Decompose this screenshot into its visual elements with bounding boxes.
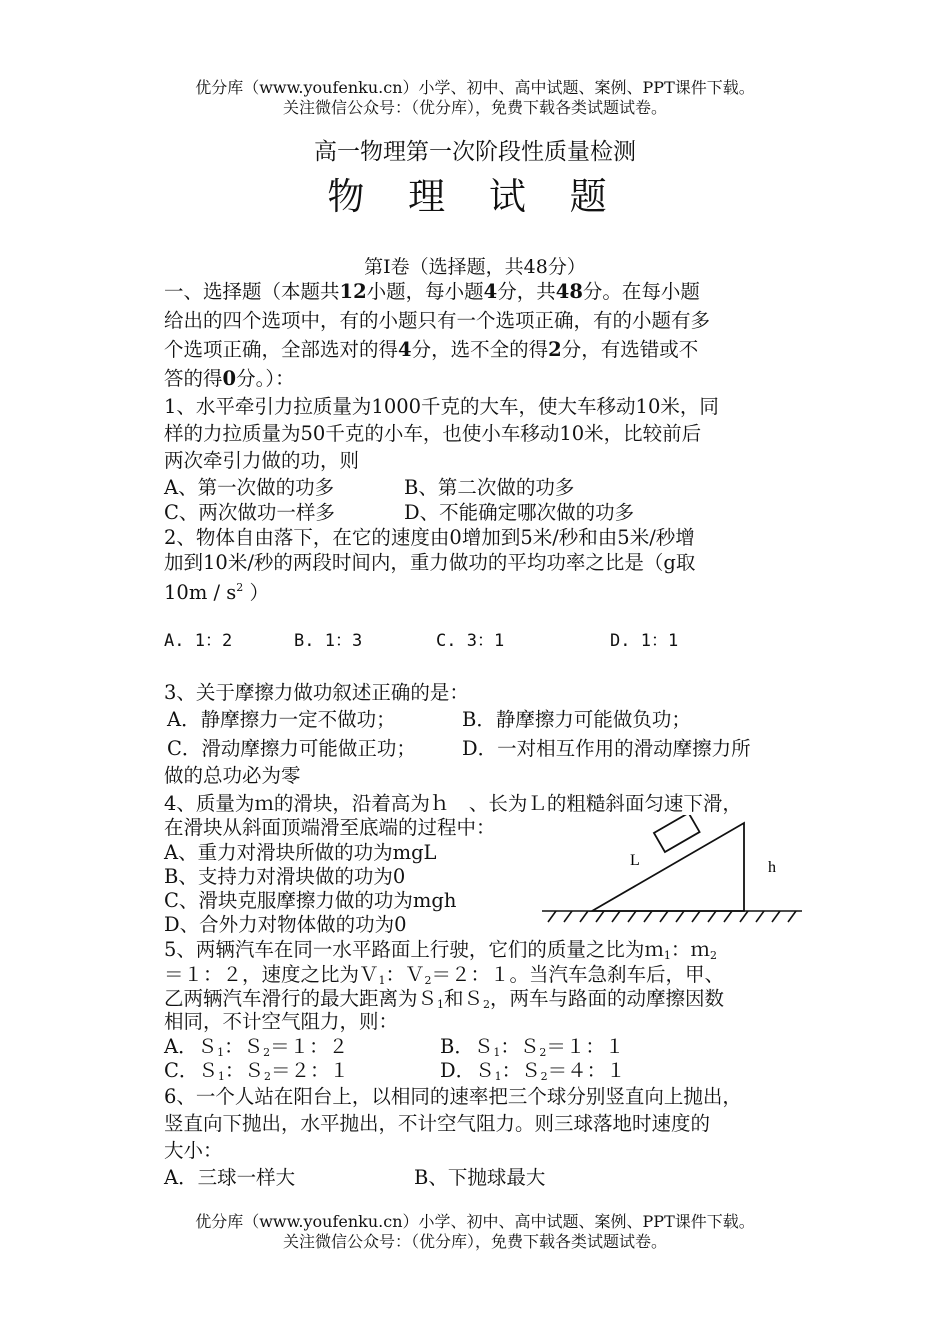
q2-option-d: D. 1：1: [610, 631, 679, 651]
q4-option-a: A、重力对滑块所做的功为mgL: [164, 841, 437, 864]
instructions-line-3: 个选项正确，全部选对的得4分，选不全的得2分，有选错或不: [164, 338, 699, 361]
q5-stem-line-4: 相同，不计空气阻力，则：: [164, 1010, 399, 1033]
q1-stem-line-1: 1、水平牵引力拉质量为1000千克的大车，使大车移动10米，同: [164, 395, 719, 418]
label-h: h: [768, 859, 776, 876]
incline-diagram: [538, 815, 804, 930]
q6-option-b: B、下抛球最大: [414, 1166, 546, 1189]
exam-subtitle: 高一物理第一次阶段性质量检测: [314, 139, 636, 165]
q5-option-a: A．Ｓ$_1$：Ｓ$_2$＝１：２: [164, 1035, 349, 1059]
q6-option-a: A．三球一样大: [164, 1166, 296, 1189]
q2-option-a: A. 1：2: [164, 631, 233, 651]
q5-stem-line-1: 5、两辆汽车在同一水平路面上行驶，它们的质量之比为ｍ$_1$：ｍ$_2$: [164, 938, 717, 962]
q6-stem-line-3: 大小：: [164, 1139, 223, 1162]
q4-stem-line-1: 4、质量为ｍ的滑块，沿着高为ｈ 、长为Ｌ的粗糙斜面匀速下滑，: [164, 792, 742, 815]
label-L: L: [630, 852, 640, 869]
q1-stem-line-3: 两次牵引力做的功，则: [164, 449, 360, 472]
q1-option-d: D、不能确定哪次做的功多: [404, 501, 635, 524]
exam-title: 物 理 试 题: [327, 175, 623, 218]
q1-stem-line-2: 样的力拉质量为50千克的小车，也使小车移动10米，比较前后: [164, 422, 702, 445]
q4-option-b: B、支持力对滑块做的功为0: [164, 865, 406, 888]
q2-stem-line-1: 2、物体自由落下，在它的速度由0增加到5米/秒和由5米/秒增: [164, 526, 695, 549]
q3-option-d-cont: 做的总功必为零: [164, 764, 301, 787]
footer-line-2: 关注微信公众号：（优分库），免费下载各类试题试卷。: [282, 1232, 667, 1251]
q4-stem-line-2: 在滑块从斜面顶端滑至底端的过程中：: [164, 816, 496, 839]
q1-option-b: B、第二次做的功多: [404, 476, 575, 499]
slider-block: [654, 815, 700, 852]
instructions-line-1: 一、选择题（本题共12小题，每小题4分，共48分。在每小题: [164, 280, 700, 303]
q3-option-d: D．一对相互作用的滑动摩擦力所: [462, 737, 751, 760]
q3-stem: 3、关于摩擦力做功叙述正确的是：: [164, 681, 469, 704]
q2-stem-line-3: $10m / s^2$ ）: [164, 581, 269, 604]
q2-option-b: B. 1：3: [294, 631, 363, 651]
section-title: 第Ⅰ卷（选择题，共48分）: [364, 256, 586, 278]
q5-option-c: C．Ｓ$_1$：Ｓ$_2$＝２：１: [164, 1059, 349, 1083]
instructions-line-4: 答的得0分。）：: [164, 367, 295, 390]
instructions-line-2: 给出的四个选项中，有的小题只有一个选项正确，有的小题有多: [164, 309, 711, 332]
q2-option-c: C. 3：1: [436, 631, 505, 651]
q1-option-a: A、第一次做的功多: [164, 476, 335, 499]
q3-option-b: B．静摩擦力可能做负功；: [462, 708, 691, 731]
q4-option-c: C、滑块克服摩擦力做的功为mgh: [164, 889, 457, 912]
q5-stem-line-2: ＝１：２，速度之比为Ｖ$_1$：Ｖ$_2$＝２：１。当汽车急刹车后，甲、: [164, 963, 725, 987]
header-line-1: 优分库（www.youfenku.cn）小学、初中、高中试题、案例、PPT课件下载。: [195, 78, 755, 97]
q1-option-c: C、两次做功一样多: [164, 501, 335, 524]
q3-option-a: A．静摩擦力一定不做功；: [167, 708, 396, 731]
footer-line-1: 优分库（www.youfenku.cn）小学、初中、高中试题、案例、PPT课件下载。: [195, 1212, 755, 1231]
q5-stem-line-3: 乙两辆汽车滑行的最大距离为Ｓ$_1$和Ｓ$_2$，两车与路面的动摩擦因数: [164, 987, 725, 1011]
q6-stem-line-2: 竖直向下抛出，水平抛出，不计空气阻力。则三球落地时速度的: [164, 1112, 711, 1135]
q5-option-b: B．Ｓ$_1$：Ｓ$_2$＝１：１: [440, 1035, 625, 1059]
q3-option-c: C．滑动摩擦力可能做正功；: [167, 737, 416, 760]
q4-option-d: D、合外力对物体做的功为0: [164, 913, 407, 936]
ground-line: [542, 911, 802, 922]
q5-option-d: D．Ｓ$_1$：Ｓ$_2$＝４：１: [440, 1059, 626, 1083]
q2-stem-line-2: 加到10米/秒的两段时间内，重力做功的平均功率之比是（g取: [164, 551, 696, 574]
header-line-2: 关注微信公众号：（优分库），免费下载各类试题试卷。: [282, 98, 667, 117]
q6-stem-line-1: 6、一个人站在阳台上，以相同的速率把三个球分别竖直向上抛出，: [164, 1085, 742, 1108]
